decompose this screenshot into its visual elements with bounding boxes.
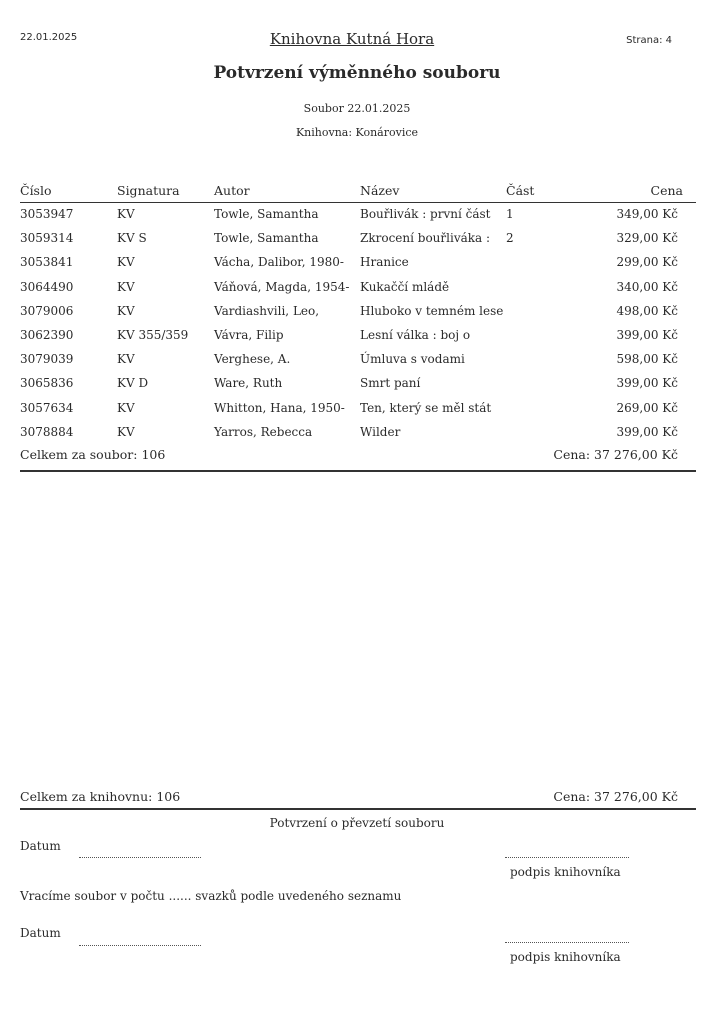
cell-cislo: 3079006 <box>20 303 74 318</box>
cell-cislo: 3078884 <box>20 424 74 439</box>
cell-cena: 399,00 Kč <box>616 424 678 439</box>
cell-autor: Ware, Ruth <box>214 376 283 391</box>
table-row <box>20 397 696 421</box>
cell-nazev: Smrt paní <box>360 376 421 391</box>
column-header-cislo: Číslo <box>20 183 52 198</box>
library-total-row <box>20 788 696 810</box>
table-header <box>20 182 696 203</box>
cell-cena: 598,00 Kč <box>616 352 678 367</box>
cell-autor: Yarros, Rebecca <box>214 424 313 439</box>
print-date: 22.01.2025 <box>20 32 78 43</box>
table-row <box>20 300 696 324</box>
date-label-2: Datum <box>20 926 61 940</box>
cell-cena: 299,00 Kč <box>616 255 678 270</box>
column-header-cast: Část <box>506 183 535 198</box>
set-total-price: Cena: 37 276,00 Kč <box>553 446 678 462</box>
cell-cena: 329,00 Kč <box>616 231 678 246</box>
column-header-nazev: Název <box>360 183 400 198</box>
table-row <box>20 372 696 396</box>
table-body <box>20 203 696 445</box>
cell-nazev: Ten, který se měl stát <box>360 400 492 415</box>
cell-cena: 498,00 Kč <box>616 303 678 318</box>
cell-cast: 1 <box>506 207 514 221</box>
cell-signatura: KV <box>117 352 135 367</box>
target-library: Knihovna: Konárovice <box>295 126 419 139</box>
cell-signatura: KV <box>117 255 135 270</box>
table-row <box>20 348 696 372</box>
column-header-cena: Cena <box>650 183 683 198</box>
cell-autor: Whitton, Hana, 1950- <box>214 400 345 415</box>
date-line <box>79 857 201 858</box>
signature-line <box>505 857 629 858</box>
signature-label: podpis knihovníka <box>510 865 621 879</box>
signature-line-2 <box>505 942 629 943</box>
cell-cena: 340,00 Kč <box>616 279 678 294</box>
cell-cena: 399,00 Kč <box>616 327 678 342</box>
cell-autor: Váňová, Magda, 1954- <box>214 279 350 294</box>
page-number: Strana: 4 <box>626 35 672 46</box>
cell-signatura: KV 355/359 <box>117 327 189 342</box>
set-date: Soubor 22.01.2025 <box>303 102 411 115</box>
cell-autor: Vávra, Filip <box>214 327 284 342</box>
signature-label-2: podpis knihovníka <box>510 950 621 964</box>
cell-autor: Vardiashvili, Leo, <box>214 303 320 318</box>
cell-nazev: Zkrocení bouřliváka : <box>360 231 491 246</box>
cell-nazev: Bouřlivák : první část <box>360 207 491 221</box>
cell-signatura: KV <box>117 424 135 439</box>
cell-cislo: 3057634 <box>20 400 74 415</box>
document-title: Potvrzení výměnného souboru <box>213 63 501 83</box>
cell-nazev: Kukaččí mládě <box>360 279 450 294</box>
cell-autor: Towle, Samantha <box>214 231 319 246</box>
cell-nazev: Hluboko v temném lese <box>360 303 504 318</box>
cell-nazev: Hranice <box>360 255 409 270</box>
cell-cislo: 3053947 <box>20 207 74 221</box>
date-line-2 <box>79 945 201 946</box>
cell-cislo: 3059314 <box>20 231 74 246</box>
table-row <box>20 421 696 445</box>
cell-autor: Towle, Samantha <box>214 207 319 221</box>
cell-cislo: 3079039 <box>20 352 74 367</box>
table-row <box>20 227 696 251</box>
set-total-row <box>20 445 696 472</box>
cell-signatura: KV D <box>117 376 149 391</box>
cell-cislo: 3062390 <box>20 327 74 342</box>
set-total-count: Celkem za soubor: 106 <box>20 446 166 462</box>
library-total-count: Celkem za knihovnu: 106 <box>20 789 181 804</box>
confirmation-title: Potvrzení o převzetí souboru <box>269 816 445 830</box>
cell-signatura: KV <box>117 207 135 221</box>
library-name: Knihovna Kutná Hora <box>269 30 435 48</box>
cell-nazev: Úmluva s vodami <box>360 352 465 367</box>
cell-signatura: KV <box>117 279 135 294</box>
cell-autor: Vácha, Dalibor, 1980- <box>214 255 344 270</box>
table-row <box>20 276 696 300</box>
library-total-price: Cena: 37 276,00 Kč <box>553 789 678 804</box>
cell-cislo: 3065836 <box>20 376 74 391</box>
cell-cena: 269,00 Kč <box>616 400 678 415</box>
table-row <box>20 324 696 348</box>
return-statement: Vracíme soubor v počtu ...... svazků podle uvedeného seznamu <box>20 889 402 903</box>
items-table <box>20 182 696 472</box>
cell-nazev: Lesní válka : boj o <box>360 327 471 342</box>
cell-cislo: 3053841 <box>20 255 74 270</box>
cell-signatura: KV S <box>117 231 147 246</box>
cell-signatura: KV <box>117 400 135 415</box>
table-row <box>20 251 696 275</box>
date-label: Datum <box>20 839 61 853</box>
column-header-autor: Autor <box>214 183 250 198</box>
cell-cast: 2 <box>506 231 514 246</box>
cell-cislo: 3064490 <box>20 279 74 294</box>
cell-signatura: KV <box>117 303 135 318</box>
cell-nazev: Wilder <box>360 424 401 439</box>
cell-cena: 349,00 Kč <box>616 207 678 221</box>
table-row <box>20 203 696 227</box>
cell-autor: Verghese, A. <box>214 352 291 367</box>
column-header-signatura: Signatura <box>117 183 180 198</box>
cell-cena: 399,00 Kč <box>616 376 678 391</box>
